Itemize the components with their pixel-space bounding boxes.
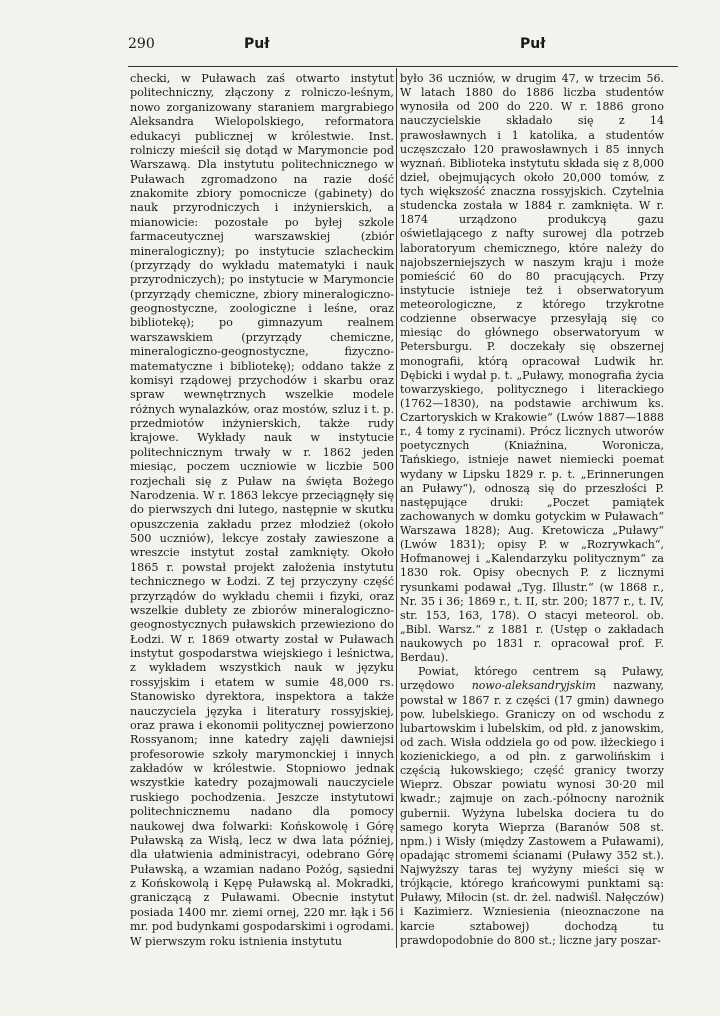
paragraph-2-start: Powiat, którego centrem są Puławy, urzędowo xyxy=(400,665,664,693)
left-column-text: checki, w Puławach zaś otwarto instytut politechniczny, złączony z rolniczo-leśnym, nowo zorganizowany staraniem margrabiego Aleksandra Wielopolskiego, reformatora edukacyi publicznej w królestwie. Inst. rolniczy mieścił się dotąd w Marymoncie pod Warszawą. Dla instytutu politechnicznego w Puławach zgromadzono na razie dość znakomite zbiory pomocnicze (gabinety) do nauk przyrodniczych i inżynierskich, a mianowicie: pozostałe po byłej szkole farmaceutycznej warszawskiej (zbiór mineralogiczny); po instytucie szlacheckim (przyrządy do wykładu matematyki i nauk przyrodniczych); po instytucie w Marymoncie (przyrządy chemiczne, zbiory mineralogiczno-geognostyczne, zoologiczne i leśne, oraz bibliotekę); po gimnazyum realnem warszawskiem (przyrządy chemiczne, mineralogiczno-geognostyczne, fizyczno-matematyczne i bibliotekę); oddano także z komisyi rządowej przychodów i skarbu oraz spraw wewnętrznych wszelkie modele różnych wynalazków, oraz mostów, szluz i t. p. przedmiotów inżynierskich, także rudy krajowe. Wykłady nauk w instytucie politechnicznym trwały w r. 1862 jeden miesiąc, poczem uczniowie w liczbie 500 rozjechali się z Puław na święta Bożego Narodzenia. W r. 1863 lekcye przeciągnęły się do pierwszych dni lutego, następnie w skutku opuszczenia zakładu przez młodzież (około 500 uczniów), lekcye zostały zawieszone a wreszcie instytut został zamknięty. Około 1865 r. powstał projekt założenia instytutu technicznego w Łodzi. Z tej przyczyny część przyrządów do wykładu chemii i fizyki, oraz wszelkie dublety ze zbiorów mineralogiczno-geognostycznych puławskich przewieziono do Łodzi. W r. 1869 otwarty został w Puławach instytut gospodarstwa wiejskiego i leśnictwa, z wykładem wszystkich nauk w języku rossyjskim i etatem w sumie 48,000 rs. Stanowisko dyrektora, inspektora a także nauczyciela języka i literatury rossyjskiej, oraz prawa i ekonomii politycznej powierzono Rossyanom; inne katedry zajęli dawniejsi profesorowie szkoły marymonckiej i innych zakładów w królestwie. Stopniowo jednak wszystkie katedry pozajmowali nauczyciele ruskiego pochodzenia. Jeszcze instytutowi politechnicznemu nadano dla pomocy naukowej dwa folwarki: Końskowolę i Górę Puławską za Wisłą, lecz w dwa lata później, dla ułatwienia administracyi, odebrano Górę Puławską, a wzamian nadano Pożóg, sąsiedni z Końskowolą i Kępę Puławską al. Mokradki, graniczącą z Puławami. Obecnie instytut posiada 1400 mr. ziemi ornej, 220 mr. łąk i 56 mr. pod budynkami gospodarskimi i ogrodami. W pierwszym roku istnienia instytutu xyxy=(130,72,394,948)
page-number: 290 xyxy=(128,36,155,52)
header-rule xyxy=(128,66,678,67)
right-column xyxy=(400,72,664,948)
left-column xyxy=(130,72,394,949)
paragraph-2-rest: nazwany, powstał w 1867 r. z części (17 gmin) dawnego pow. lubelskiego. Graniczy on od wschodu z lubartowskim i lubelskim, od płd. z janowskim, od zach. Wisła oddziela go od pow. iłżeckiego i kozienickiego, a od płn. z garwolińskim i częścią łukowskiego; część granicy tworzy Wieprz. Obszar powiatu wynosi 30·20 mil kwadr.; zajmuje on zach.-północny narożnik gubernii. Wyżyna lubelska dociera tu do samego koryta Wieprza (Baranów 508 st. npm.) i Wisły (między Zastowem a Puławami), opadając stromemi ścianami (Puławy 352 st.). Najwyższy taras tej wyżyny mieści się w trójkącie, którego krańcowymi punktami są: Puławy, Miłocin (st. dr. żel. nadwiśl. Nałęczów) i Kazimierz. Wzniesienia (nieoznaczone na karcie sztabowej) dochodzą tu prawdopodobnie do 800 st.; liczne jary poszar- xyxy=(400,679,664,947)
district-name-italic: nowo-aleksandryjskim xyxy=(471,679,596,693)
column-divider xyxy=(396,68,397,948)
right-paragraph-2 xyxy=(400,665,664,948)
running-head-right: Puł xyxy=(520,36,546,52)
running-head-left: Puł xyxy=(244,36,270,52)
page-header xyxy=(0,36,720,56)
right-paragraph-1: było 36 uczniów, w drugim 47, w trzecim 56. W latach 1880 do 1886 liczba studentów wynosiła od 200 do 220. W r. 1886 grono nauczycielskie składało się z 14 prawosławnych i 1 katolika, a studentów uczęszczało 120 prawosławnych i 85 innych wyznań. Biblioteka instytutu składa się z 8,000 dzieł, obejmujących około 20,000 tomów, z tych większość znaczna rossyjskich. Czytelnia studencka została w 1884 r. zamknięta. W r. 1874 urządzono produkcyą gazu oświetlającego z nafty surowej dla potrzeb laboratoryum chemicznego, które należy do najobszerniejszych w naszym kraju i może pomieścić 60 do 80 pracujących. Przy instytucie istnieje też i obserwatoryum meteorologiczne, z którego trzykrotne codzienne obserwacye przesyłają się co miesiąc do głównego obserwatoryum w Petersburgu. P. doczekały się obszernej monografii, którą opracował Ludwik hr. Dębicki i wydał p. t. „Puławy, monografia życia towarzyskiego, politycznego i literackiego (1762—1830), na podstawie archiwum ks. Czartoryskich w Krakowie“ (Lwów 1887—1888 r., 4 tomy z rycinami). Prócz licznych utworów poetycznych (Kniaźnina, Woronicza, Tańskiego, istnieje nawet niemiecki poemat wydany w Lipsku 1829 r. p. t. „Erinnerungen an Puławy“), odnoszą się do przeszłości P. następujące druki: „Poczet pamiątek zachowanych w domku gotyckim w Puławach“ Warszawa 1828); Aug. Kretowicza „Puławy“ (Lwów 1831); opisy P. w „Rozrywkach“, Hofmanowej i „Kalendarzyku politycznym“ za 1830 rok. Opisy obecnych P. z licznymi rysunkami podawał „Tyg. Illustr.“ (w 1868 r., Nr. 35 i 36; 1869 r., t. II, str. 200; 1877 r., t. IV, str. 153, 163, 178). O stacyi meteorol. ob. „Bibl. Warsz.“ z 1881 r. (Ustęp o zakładach naukowych po 1831 r. opracował prof. F. Berdau). xyxy=(400,72,664,665)
